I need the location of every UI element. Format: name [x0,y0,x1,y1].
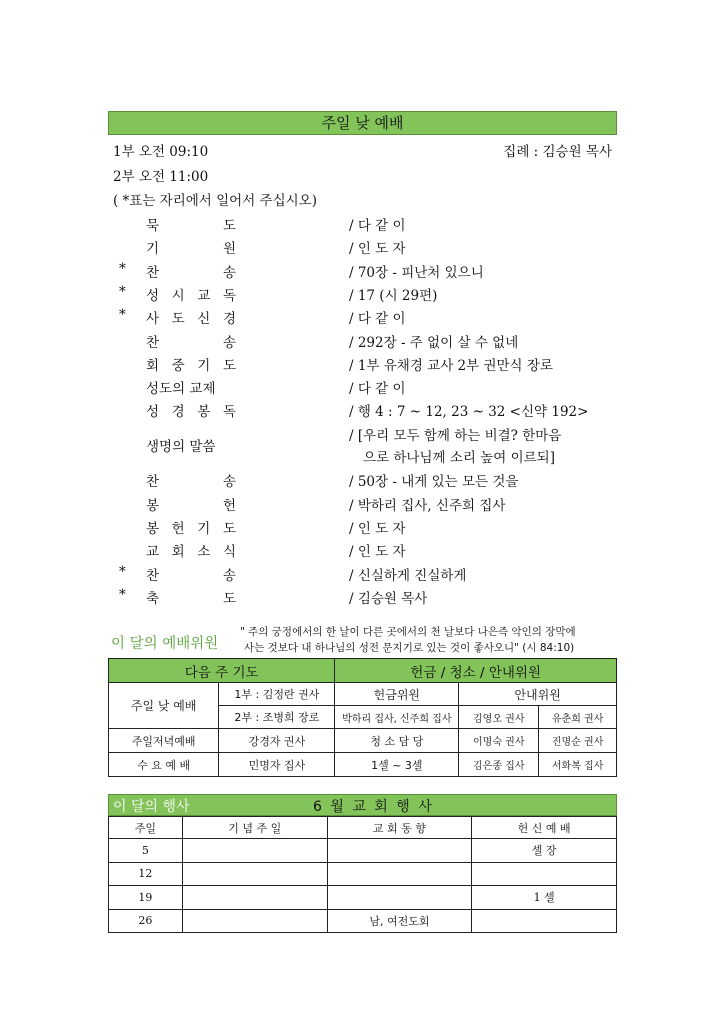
events-label: 이 달의 행사 [113,799,190,815]
table-row [109,909,617,933]
usher-b2: 진명순 권사 [539,729,617,753]
evening-label: 주일저녁예배 [109,729,219,753]
order-item-value: / 행 4 : 7 ~ 12, 23 ~ 32 <신약 192> [349,404,589,420]
events-header-cell: 기 념 주 일 [182,817,327,839]
order-item [113,307,613,329]
events-header-cell: 주일 [109,817,183,839]
order-item-name: 봉 헌 기 도 [146,521,236,537]
events-cell: 5 [109,839,183,863]
standing-mark: * [119,261,126,277]
order-item [113,564,613,586]
events-header-cell: 헌 신 예 배 [472,817,617,839]
order-item-name: 봉 헌 [146,498,236,514]
prayer-1: 1부 : 김정란 권사 [219,683,335,706]
events-cell: 남, 여전도회 [327,909,472,933]
events-cell [327,839,472,863]
events-table [108,816,617,933]
order-item-value: / 70장 - 피난처 있으니 [349,265,484,281]
offering-members: 박하리 집사, 신주희 집사 [335,706,459,729]
usher-head: 안내위원 [459,683,617,706]
order-item-name: 회 중 기 도 [146,358,236,374]
order-item-name: 찬 송 [146,474,236,490]
events-title: 6 월 교 회 행 사 [313,799,434,815]
usher-a1: 김영오 권사 [459,706,539,729]
order-item [113,377,613,399]
events-cell [472,862,617,886]
table-row [109,862,617,886]
events-cell [472,909,617,933]
usher-b1: 유춘희 권사 [539,706,617,729]
wed-label: 수 요 예 배 [109,753,219,777]
order-item-name: 사 도 신 경 [146,311,236,327]
scripture-quote [240,624,576,656]
quote-line-1: " 주의 궁정에서의 한 날이 다른 곳에서의 천 날보다 나은즉 악인의 장막에 [240,626,576,638]
events-cell [327,862,472,886]
order-item-name: 기 원 [146,241,236,257]
standing-mark: * [119,587,126,603]
order-item-value: / 김승원 목사 [349,591,428,607]
order-item-value: / 292장 - 주 없이 살 수 없네 [349,335,519,351]
officiant: 집례 : 김승원 목사 [503,144,612,160]
order-item [113,400,613,422]
usher-a3: 김은종 집사 [459,753,539,777]
quote-line-2: 사는 것보다 내 하나님의 성전 문지기로 있는 것이 좋사오니" (시 84:10) [244,642,575,654]
cleaning-cells: 1셀 ~ 3셀 [335,753,459,777]
events-cell [182,886,327,910]
order-item-value: / 1부 유채경 교사 2부 권만식 장로 [349,358,553,374]
order-item-name: 성도의 교제 [146,381,216,397]
order-item-value: / 인 도 자 [349,544,406,560]
order-item-value: / 17 (시 29편) [349,288,438,304]
worship-title-bar [108,111,617,135]
committee-table [108,658,617,777]
usher-a2: 이명숙 권사 [459,729,539,753]
service1-time: 1부 오전 09:10 [113,144,209,160]
service2-time: 2부 오전 11:00 [113,169,209,185]
order-item-value: / 다 같 이 [349,381,406,397]
events-cell: 1 셀 [472,886,617,910]
order-item-value: / 50장 - 내게 있는 모든 것을 [349,474,519,490]
order-item-value: / 다 같 이 [349,218,406,234]
standing-mark: * [119,307,126,323]
usher-b3: 서화복 집사 [539,753,617,777]
order-item [113,237,613,259]
order-item-name: 찬 송 [146,265,236,281]
order-item-name: 성 경 봉 독 [146,404,236,420]
order-item [113,470,613,492]
order-item [113,587,613,609]
sunday-label: 주일 낮 예배 [109,683,219,729]
events-cell [327,886,472,910]
order-item [113,261,613,283]
order-item-name: 교 회 소 식 [146,544,236,560]
events-title-bar [108,794,617,816]
events-cell [182,839,327,863]
table-row [109,839,617,863]
clean-label: 청 소 담 당 [335,729,459,753]
order-item [113,214,613,236]
events-cell: 12 [109,862,183,886]
events-header-row [109,817,617,839]
worship-title: 주일 낮 예배 [321,114,404,132]
order-item-value-cont: 으로 하나님께 소리 높여 이르되] [363,450,555,466]
events-cell: 셀 장 [472,839,617,863]
order-item-name: 찬 송 [146,568,236,584]
order-item [113,494,613,516]
order-item-value: / [우리 모두 함께 하는 비결? 한마음 [349,428,562,444]
events-header-cell: 교 회 동 향 [327,817,472,839]
offering-head: 헌금위원 [335,683,459,706]
order-item-value: / 다 같 이 [349,311,406,327]
events-cell: 19 [109,886,183,910]
order-item-value: / 박하리 집사, 신주희 집사 [349,498,506,514]
order-item-name: 찬 송 [146,335,236,351]
events-cell [182,862,327,886]
order-item-name: 생명의 말씀 [146,439,216,455]
events-cell: 26 [109,909,183,933]
prayer-2: 2부 : 조병희 장로 [219,706,335,729]
order-item [113,517,613,539]
header-other: 헌금 / 청소 / 안내위원 [335,659,617,683]
order-item [113,424,613,466]
events-cell [182,909,327,933]
order-item-value: / 인 도 자 [349,521,406,537]
evening-prayer: 강경자 권사 [219,729,335,753]
order-item-name: 성 시 교 독 [146,288,236,304]
standing-mark: * [119,284,126,300]
order-item-name: 묵 도 [146,218,236,234]
header-prayer: 다음 주 기도 [109,659,335,683]
committee-label: 이 달의 예배위원 [111,636,219,652]
order-item [113,284,613,306]
order-item [113,331,613,353]
table-row [109,886,617,910]
order-item-name: 축 도 [146,591,236,607]
order-item-value: / 인 도 자 [349,241,406,257]
order-item [113,354,613,376]
standing-note: ( *표는 자리에서 일어서 주십시오) [113,193,317,209]
order-item-value: / 신실하게 진실하게 [349,568,467,584]
standing-mark: * [119,564,126,580]
order-item [113,540,613,562]
wed-prayer: 민명자 집사 [219,753,335,777]
